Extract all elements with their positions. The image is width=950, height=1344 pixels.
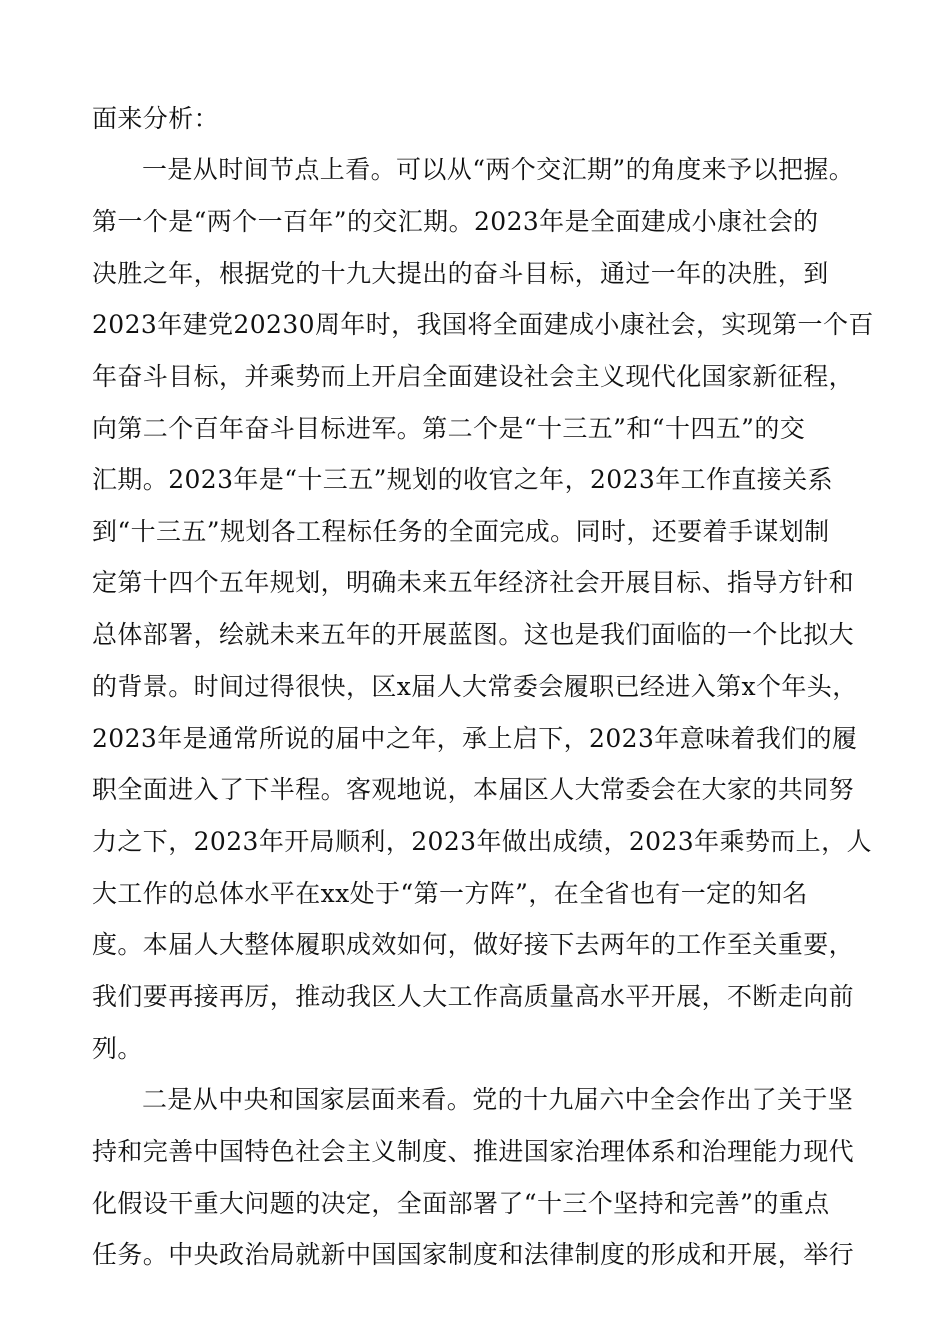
paragraph-1-line-2: 第一个是“两个一百年”的交汇期。2023年是全面建成小康社会的 [92, 207, 819, 236]
paragraph-1-line-12: 2023年是通常所说的届中之年，承上启下，2023年意味着我们的履 [92, 724, 858, 753]
paragraph-1-line-5: 年奋斗目标，并乘势而上开启全面建设社会主义现代化国家新征程， [92, 362, 855, 391]
paragraph-1-line-13: 职全面进入了下半程。客观地说，本届区人大常委会在大家的共同努 [92, 775, 855, 804]
text-line-1: 面来分析： [92, 104, 220, 133]
paragraph-1-line-16: 度。本届人大整体履职成效如何，做好接下去两年的工作至关重要， [92, 930, 855, 959]
paragraph-1-line-8: 到“十三五”规划各工程标任务的全面完成。同时，还要着手谋划制 [92, 517, 830, 546]
paragraph-2-line-4: 任务。中央政治局就新中国国家制度和法律制度的形成和开展，举行 [92, 1240, 855, 1269]
paragraph-1-line-9: 定第十四个五年规划，明确未来五年经济社会开展目标、指导方针和 [92, 568, 855, 597]
paragraph-1-line-6: 向第二个百年奋斗目标进军。第二个是“十三五”和“十四五”的交 [92, 414, 806, 443]
paragraph-1-line-4: 2023年建党20230周年时，我国将全面建成小康社会，实现第一个百 [92, 310, 874, 339]
paragraph-1-line-1: 一是从时间节点上看。可以从“两个交汇期”的角度来予以把握。 [142, 155, 855, 184]
paragraph-1-line-15: 大工作的总体水平在xx处于“第一方阵”，在全省也有一定的知名 [92, 879, 808, 908]
paragraph-2-line-1: 二是从中央和国家层面来看。党的十九届六中全会作出了关于坚 [142, 1085, 854, 1114]
paragraph-1-line-17: 我们要再接再厉，推动我区人大工作高质量高水平开展，不断走向前 [92, 982, 855, 1011]
paragraph-1-line-3: 决胜之年，根据党的十九大提出的奋斗目标，通过一年的决胜，到 [92, 259, 829, 288]
paragraph-2-line-3: 化假设干重大问题的决定，全面部署了“十三个坚持和完善”的重点 [92, 1189, 830, 1218]
paragraph-1-line-11: 的背景。时间过得很快，区x届人大常委会履职已经进入第x个年头， [92, 672, 858, 701]
paragraph-1-line-10: 总体部署，绘就未来五年的开展蓝图。这也是我们面临的一个比拟大 [92, 620, 855, 649]
paragraph-1-line-7: 汇期。2023年是“十三五”规划的收官之年，2023年工作直接关系 [92, 465, 834, 494]
paragraph-1-line-14: 力之下，2023年开局顺利，2023年做出成绩，2023年乘势而上，人 [92, 827, 872, 856]
paragraph-1-line-18: 列。 [92, 1034, 143, 1063]
paragraph-2-line-2: 持和完善中国特色社会主义制度、推进国家治理体系和治理能力现代 [92, 1137, 855, 1166]
